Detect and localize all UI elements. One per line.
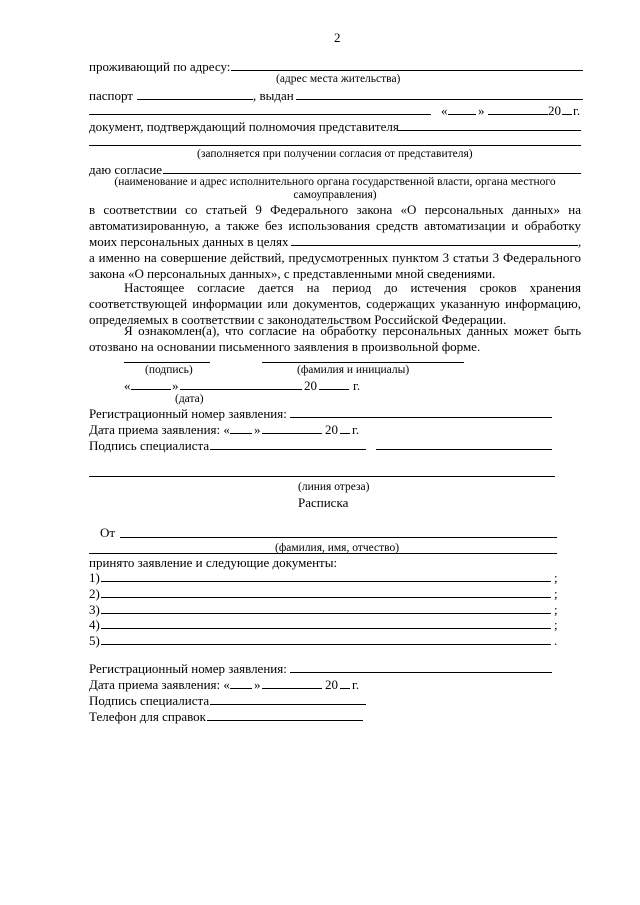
specialist-name-field[interactable] [376, 449, 552, 450]
receipt-month-field[interactable] [262, 433, 322, 434]
receipt-title: Расписка [298, 495, 349, 510]
accepted-text: принято заявление и следующие документы: [89, 555, 338, 570]
rep-doc-field-2[interactable] [89, 145, 581, 146]
consent-month-field[interactable] [180, 389, 302, 390]
from-label: От [100, 525, 116, 540]
doc-item-end: ; [554, 570, 558, 585]
doc-item-number: 2) [89, 586, 100, 601]
aware-line-1: Я ознакомлен(а), что согласие на обработку персональных данных может быть [124, 323, 581, 338]
receipt-date-close-quote: » [254, 422, 261, 437]
issue-date-close-quote: » [478, 103, 485, 118]
issued-by-field-2[interactable] [89, 114, 431, 115]
receipt-receipt-date-label: Дата приема заявления: « [89, 677, 230, 692]
law-line-3: моих персональных данных в целях [89, 234, 289, 249]
doc-item-end: ; [554, 617, 558, 632]
receipt-year-suffix: г. [352, 422, 360, 437]
issue-day-field[interactable] [448, 114, 476, 115]
reg-number-field[interactable] [290, 417, 552, 418]
specialist-label: Подпись специалиста [89, 438, 210, 453]
doc-item-number: 4) [89, 617, 100, 632]
receipt-year-prefix: 20 [325, 422, 338, 437]
law-line-5: закона «О персональных данных», с представленными мной сведениями. [89, 266, 496, 281]
issued-by-field[interactable] [296, 99, 583, 100]
residing-label: проживающий по адресу: [89, 59, 231, 74]
doc-item-field[interactable] [101, 581, 551, 582]
from-fio-field[interactable] [120, 537, 557, 538]
name-initials-caption: (фамилия и инициалы) [297, 364, 410, 376]
consent-day-field[interactable] [131, 389, 171, 390]
doc-item-number: 1) [89, 570, 100, 585]
consent-date-open-quote: « [124, 378, 131, 393]
address-caption: (адрес места жительства) [276, 73, 401, 85]
receipt-receipt-date-close: » [254, 677, 261, 692]
address-field[interactable] [231, 70, 583, 71]
consent-year-field[interactable] [319, 389, 349, 390]
receipt-reg-number-field[interactable] [290, 672, 552, 673]
period-line-3: определяемых в соответствии с законодательством Российской Федерации. [89, 312, 507, 327]
doc-item-field[interactable] [101, 597, 551, 598]
receipt-day-field[interactable] [230, 433, 252, 434]
doc-item-number: 3) [89, 602, 100, 617]
rep-doc-field[interactable] [398, 130, 581, 131]
fio-caption: (фамилия, имя, отчество) [275, 542, 400, 554]
issue-year-field[interactable] [562, 114, 572, 115]
doc-item-number: 5) [89, 633, 100, 648]
cut-line-caption: (линия отреза) [298, 481, 370, 493]
law-line-4: а именно на совершение действий, предусмотренных пунктом 3 статьи 3 Федерального [89, 250, 581, 265]
phone-field[interactable] [207, 720, 363, 721]
rep-doc-label: документ, подтверждающий полномочия представителя [89, 119, 399, 134]
issued-label: , выдан [253, 88, 294, 103]
receipt-receipt-year-field[interactable] [340, 688, 350, 689]
consent-year-prefix: 20 [304, 378, 317, 393]
period-line-2: соответствующей информации или документов, содержащих указанную информацию, [89, 296, 581, 311]
issue-year-suffix: г. [573, 103, 581, 118]
doc-item-field[interactable] [101, 613, 551, 614]
authority-caption-1: (наименование и адрес исполнительного органа государственной власти, органа местного [114, 176, 556, 188]
page-number: 2 [334, 30, 341, 45]
rep-caption: (заполняется при получении согласия от представителя) [197, 148, 473, 160]
cut-line [89, 476, 555, 477]
phone-label: Телефон для справок [89, 709, 206, 724]
consent-date-close-quote: » [172, 378, 179, 393]
consent-year-suffix: г. [353, 378, 361, 393]
authority-field[interactable] [163, 173, 581, 174]
doc-item-end: ; [554, 586, 558, 601]
receipt-receipt-year-suffix: г. [352, 677, 360, 692]
receipt-reg-number-label: Регистрационный номер заявления: [89, 661, 287, 676]
receipt-date-label: Дата приема заявления: « [89, 422, 230, 437]
issue-year-prefix: 20 [548, 103, 561, 118]
period-line-1: Настоящее согласие дается на период до истечения сроков хранения [124, 280, 581, 295]
doc-item-end: ; [554, 602, 558, 617]
receipt-specialist-field[interactable] [210, 704, 366, 705]
doc-item-field[interactable] [101, 628, 551, 629]
issue-date-open-quote: « [441, 103, 448, 118]
receipt-receipt-month-field[interactable] [262, 688, 322, 689]
signature-caption: (подпись) [145, 364, 193, 376]
doc-item-field[interactable] [101, 644, 551, 645]
give-consent-label: даю согласие [89, 162, 163, 177]
aware-line-2: отозвано на основании письменного заявления в произвольной форме. [89, 339, 481, 354]
passport-label: паспорт [89, 88, 133, 103]
law-line-2: автоматизированную, а также без использования средств автоматизации и обработку [89, 218, 581, 233]
passport-number-field[interactable] [137, 99, 253, 100]
receipt-year-field[interactable] [340, 433, 350, 434]
date-caption: (дата) [175, 393, 204, 405]
law-line-3-comma: , [578, 234, 582, 249]
purpose-field[interactable] [291, 245, 578, 246]
receipt-receipt-year-prefix: 20 [325, 677, 338, 692]
receipt-receipt-day-field[interactable] [230, 688, 252, 689]
authority-caption-2: самоуправления) [293, 189, 377, 201]
doc-item-end: . [554, 633, 558, 648]
issue-month-field[interactable] [488, 114, 548, 115]
law-line-1: в соответствии со статьей 9 Федерального закона «О персональных данных» на [89, 202, 581, 217]
receipt-specialist-label: Подпись специалиста [89, 693, 210, 708]
reg-number-label: Регистрационный номер заявления: [89, 406, 287, 421]
specialist-signature-field[interactable] [210, 449, 366, 450]
